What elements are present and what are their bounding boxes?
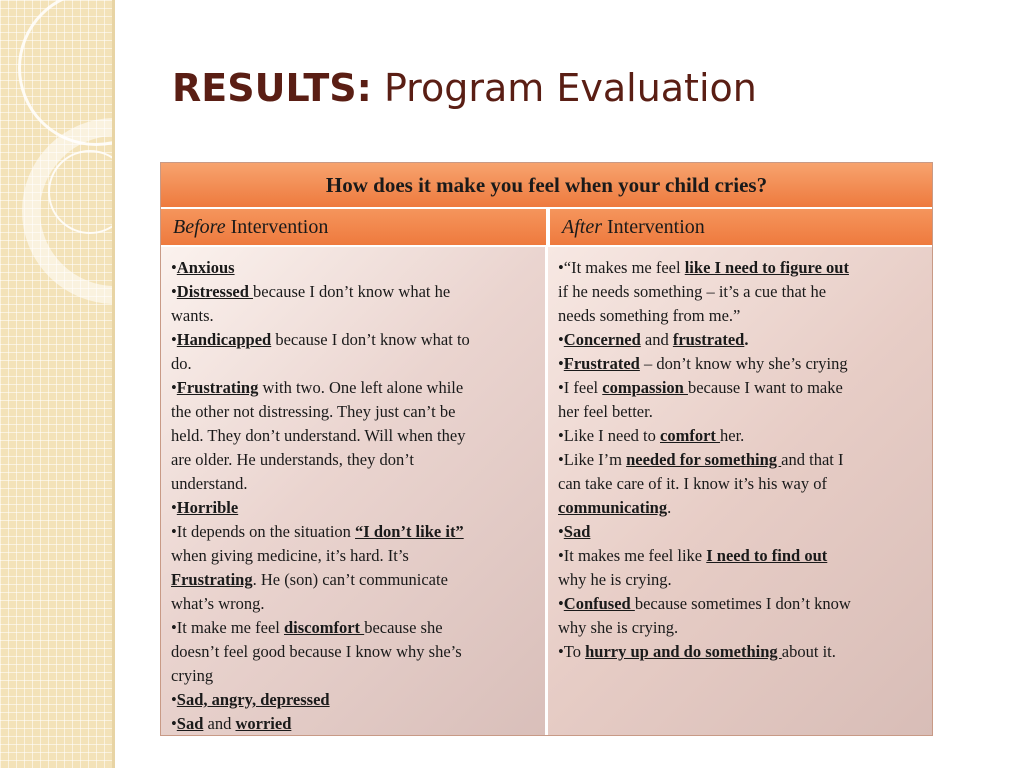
after-header-italic: After (562, 215, 602, 238)
response-text: and (640, 330, 673, 349)
response-text: • (171, 714, 177, 733)
response-line (171, 256, 535, 280)
response-line (558, 256, 922, 280)
keyword-text: Confused (563, 594, 635, 613)
response-text: and (203, 714, 236, 733)
response-line (558, 544, 922, 568)
response-line (171, 400, 535, 424)
response-line (171, 664, 535, 688)
keyword-text: Horrible (176, 498, 239, 517)
before-header-text: Intervention (230, 215, 329, 238)
keyword-text: Sad (176, 714, 204, 733)
response-text: • (171, 498, 177, 517)
response-text: •I feel (558, 378, 603, 397)
response-text: because I want to make (687, 378, 843, 397)
response-line (171, 544, 535, 568)
response-text: •It makes me feel like (558, 546, 707, 565)
keyword-text: communicating (558, 498, 668, 517)
response-text: with two. One left alone while (258, 378, 464, 397)
slide-title (172, 66, 757, 110)
response-text: crying (171, 666, 214, 685)
response-text: why she is crying. (558, 618, 679, 637)
response-line (558, 640, 922, 664)
response-text: • (558, 522, 564, 541)
response-line (171, 328, 535, 352)
response-line (171, 352, 535, 376)
keyword-text: “I don’t like it” (355, 522, 464, 541)
after-header-text: Intervention (607, 215, 705, 238)
response-text: if he needs something – it’s a cue that he (558, 282, 827, 301)
response-line (171, 304, 535, 328)
response-text: when giving medicine, it’s hard. It’s (171, 546, 409, 565)
keyword-text: compassion (602, 378, 688, 397)
response-text: can take care of it. I know it’s his way of (558, 474, 827, 493)
response-text: • (558, 594, 564, 613)
response-line (558, 400, 922, 424)
response-line (558, 280, 922, 304)
response-text: •Like I need to (558, 426, 660, 445)
response-line (558, 496, 922, 520)
response-line (558, 520, 922, 544)
keyword-text: Frustrating (176, 378, 259, 397)
before-column-header (161, 209, 546, 245)
response-text: held. They don’t understand. Will when they (171, 426, 466, 445)
keyword-text: like I need to figure out (684, 258, 849, 277)
before-responses-cell (161, 247, 547, 735)
response-text: because I don’t know what to (271, 330, 470, 349)
response-text: • (171, 378, 177, 397)
keyword-text: comfort (660, 426, 721, 445)
title-bold-part: RESULTS: (172, 66, 372, 110)
response-text: the other not distressing. They just can’t be (171, 402, 456, 421)
keyword-text: discomfort (283, 618, 365, 637)
response-text: • (558, 330, 564, 349)
response-line (171, 688, 535, 712)
response-text: . (667, 498, 672, 517)
after-column-header (548, 209, 932, 245)
response-text: • (558, 354, 564, 373)
evaluation-table (160, 162, 933, 736)
response-text: doesn’t feel good because I know why she’s (171, 642, 462, 661)
response-line (171, 712, 535, 736)
response-line (558, 568, 922, 592)
response-text: needs something from me.” (558, 306, 741, 325)
after-responses-cell (548, 247, 932, 735)
response-text: •It depends on the situation (171, 522, 356, 541)
response-line (171, 376, 535, 400)
keyword-text: I need to find out (706, 546, 828, 565)
response-text: why he is crying. (558, 570, 672, 589)
keyword-text: needed for something (626, 450, 782, 469)
response-text: are older. He understands, they don’t (171, 450, 415, 469)
response-line (558, 472, 922, 496)
response-line (558, 448, 922, 472)
keyword-text: worried (235, 714, 292, 733)
before-header-italic: Before (173, 215, 226, 238)
response-line (171, 568, 535, 592)
response-line (171, 616, 535, 640)
response-text: because she (364, 618, 443, 637)
keyword-text: frustrated (672, 330, 745, 349)
response-text: her feel better. (558, 402, 653, 421)
response-line (171, 448, 535, 472)
response-text: because I don’t know what he (253, 282, 451, 301)
response-text: • (171, 690, 177, 709)
response-text: • (171, 282, 177, 301)
response-line (171, 592, 535, 616)
response-line (558, 424, 922, 448)
keyword-text: hurry up and do something (585, 642, 782, 661)
response-text: do. (171, 354, 192, 373)
response-text: •To (558, 642, 586, 661)
response-line (171, 424, 535, 448)
response-text: • (171, 258, 177, 277)
response-line (171, 472, 535, 496)
response-text: . He (son) can’t communicate (252, 570, 448, 589)
keyword-text: Anxious (176, 258, 235, 277)
response-text: about it. (781, 642, 836, 661)
keyword-text: Concerned (563, 330, 641, 349)
decorative-sidebar (0, 0, 112, 768)
response-line (558, 592, 922, 616)
keyword-text: Sad (563, 522, 591, 541)
question-header: How does it make you feel when your child cries? (161, 163, 932, 209)
sidebar-edge (112, 0, 115, 768)
response-line (558, 352, 922, 376)
keyword-text: Frustrating (171, 570, 253, 589)
response-text: •“It makes me feel (558, 258, 685, 277)
response-text: •It make me feel (171, 618, 284, 637)
keyword-text: Distressed (176, 282, 254, 301)
response-text: her. (720, 426, 745, 445)
response-line (171, 280, 535, 304)
response-line (558, 304, 922, 328)
response-line (558, 616, 922, 640)
response-line (171, 640, 535, 664)
response-text: understand. (171, 474, 248, 493)
response-line (171, 496, 535, 520)
keyword-text: Frustrated (563, 354, 640, 373)
title-rest-part: Program Evaluation (371, 66, 757, 110)
response-text: •Like I’m (558, 450, 627, 469)
response-text: wants. (171, 306, 214, 325)
response-text: because sometimes I don’t know (634, 594, 851, 613)
response-text: • (171, 330, 177, 349)
response-text: . (744, 330, 749, 349)
response-line (558, 328, 922, 352)
keyword-text: Handicapped (176, 330, 272, 349)
response-text: what’s wrong. (171, 594, 265, 613)
response-line (171, 520, 535, 544)
keyword-text: Sad, angry, depressed (176, 690, 330, 709)
response-text: and that I (781, 450, 844, 469)
response-line (558, 376, 922, 400)
response-text: – don’t know why she’s crying (639, 354, 848, 373)
